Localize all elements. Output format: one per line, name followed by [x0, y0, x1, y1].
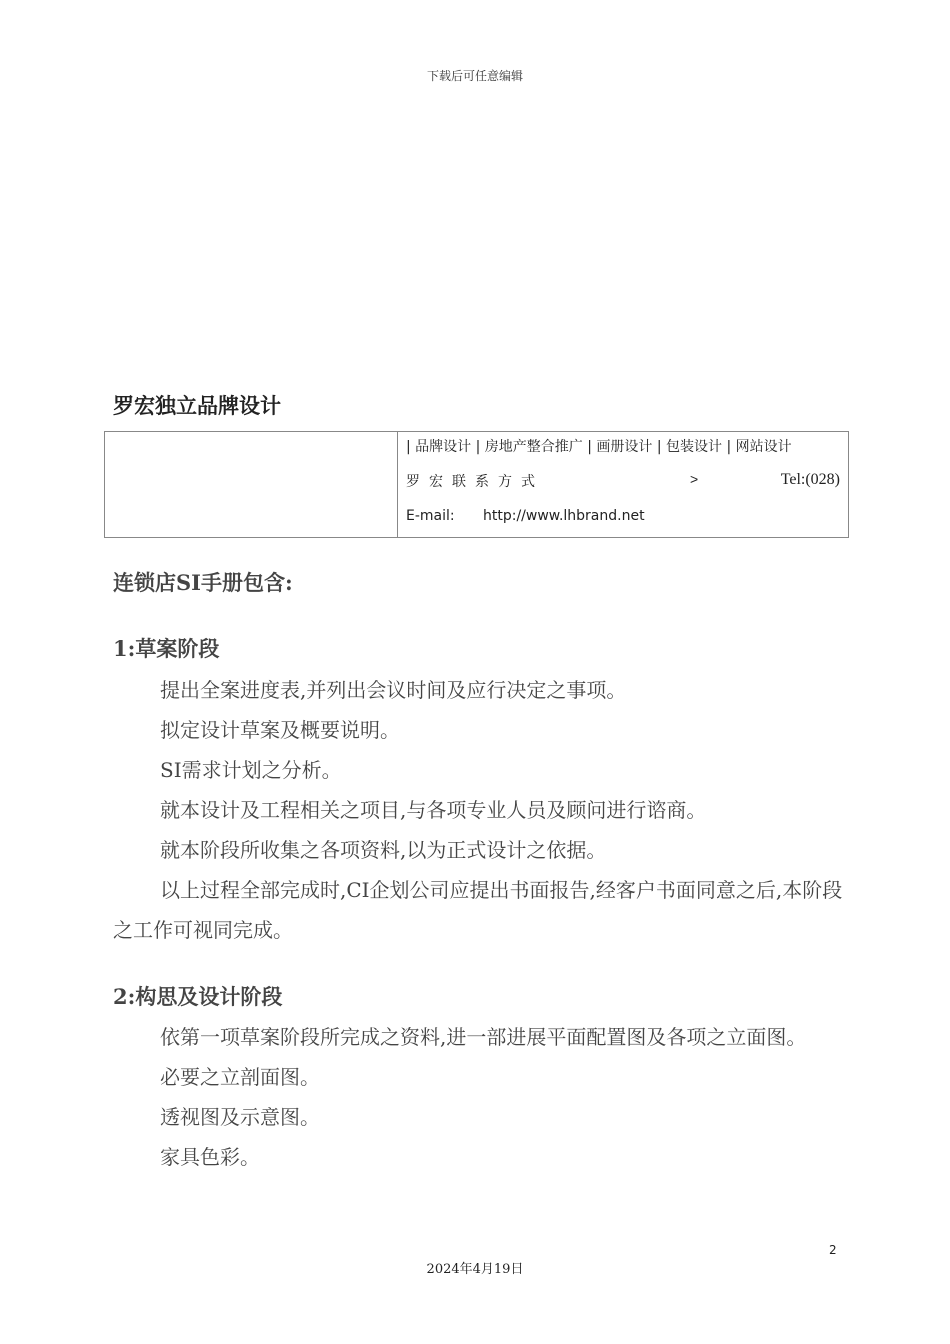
contact-arrow: > — [690, 471, 699, 487]
brand-title: 罗宏独立品牌设计 — [113, 394, 281, 418]
intro-heading: 连锁店SI手册包含: — [113, 570, 293, 595]
contact-row — [406, 471, 840, 491]
page-header-note: 下载后可任意编辑 — [426, 69, 523, 83]
website-link[interactable]: http://www.lhbrand.net — [483, 508, 645, 524]
section2-heading: 2:构思及设计阶段 — [113, 984, 283, 1009]
section2-paragraph: 家具色彩。 — [160, 1145, 260, 1169]
footer-date: 2024年4月19日 — [426, 1262, 524, 1277]
section2-body — [113, 1017, 843, 1177]
section1-paragraph: SI需求计划之分析。 — [160, 758, 342, 782]
section1-paragraph: 提出全案进度表,并列出会议时间及应行决定之事项。 — [160, 678, 627, 702]
section2-paragraph: 必要之立剖面图。 — [160, 1065, 320, 1089]
section1-body — [113, 670, 843, 950]
info-table-content-cell — [398, 432, 848, 537]
services-list: | 品牌设计 | 房地产整合推广 | 画册设计 | 包装设计 | 网站设计 — [406, 439, 792, 455]
section1-paragraph: 拟定设计草案及概要说明。 — [160, 718, 400, 742]
page-number: 2 — [829, 1243, 837, 1257]
section2-paragraph: 依第一项草案阶段所完成之资料,进一部进展平面配置图及各项之立面图。 — [160, 1025, 807, 1049]
email-label: E-mail: — [406, 508, 455, 524]
section1-paragraph: 就本阶段所收集之各项资料,以为正式设计之依据。 — [160, 838, 607, 862]
brand-info-table — [104, 431, 849, 538]
section1-heading: 1:草案阶段 — [113, 636, 220, 661]
contact-tel: Tel:(028) — [780, 471, 840, 488]
section1-paragraph: 以上过程全部完成时,CI企划公司应提出书面报告,经客户书面同意之后,本阶段之工作可视同完成。 — [113, 878, 843, 942]
section1-paragraph: 就本设计及工程相关之项目,与各项专业人员及顾问进行谘商。 — [160, 798, 707, 822]
section2-paragraph: 透视图及示意图。 — [160, 1105, 320, 1129]
info-table-empty-cell — [105, 432, 398, 537]
email-row — [406, 508, 645, 524]
contact-label: 罗宏联系方式 — [406, 474, 544, 490]
